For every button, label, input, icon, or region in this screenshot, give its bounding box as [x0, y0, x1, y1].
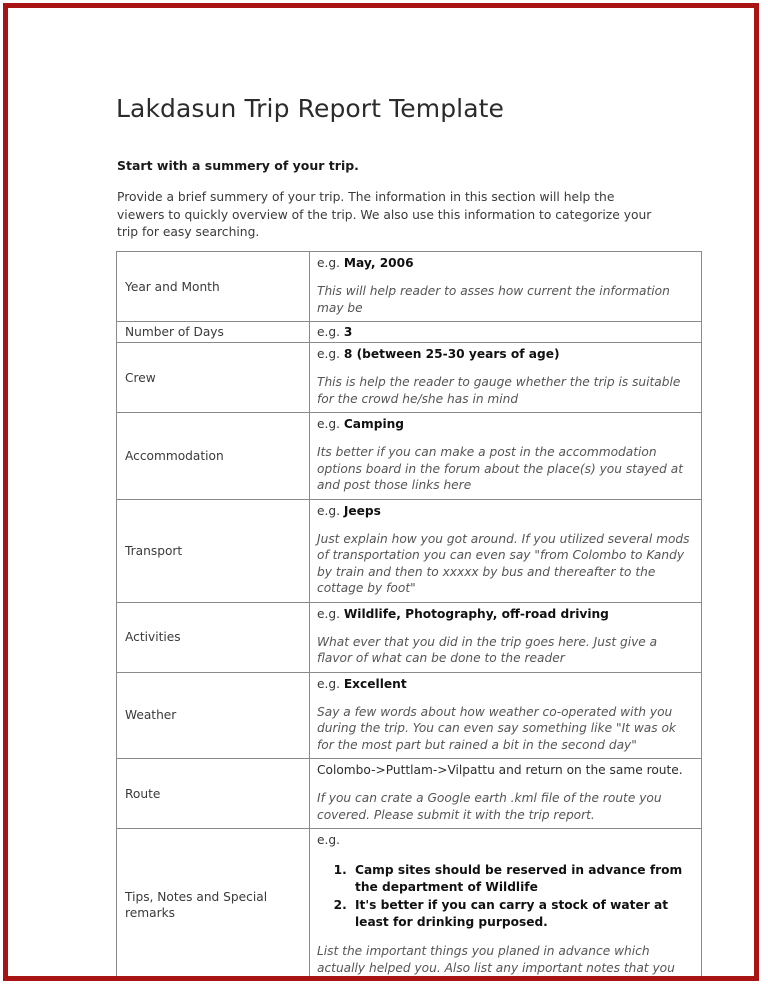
row-note: Just explain how you got around. If you utilized several mods of transportation you can even say "from Colombo to Kandy by train and then to xxxxx by bus and thereafter to the cottage by foot": [317, 531, 690, 595]
example-value: May, 2006: [343, 256, 414, 270]
row-note: What ever that you did in the trip goes here. Just give a flavor of what can be done to the reader: [317, 634, 658, 665]
example-value: Excellent: [343, 676, 407, 691]
row-note: This is help the reader to gauge whether the trip is suitable for the crowd he/she has in mind: [317, 375, 681, 406]
row-note: List the important things you planed in advance which actually helped you. Also list any important notes that you: [317, 944, 675, 975]
row-label-accommodation: Accommodation: [117, 413, 310, 500]
example-value: 8 (between 25-30 years of age): [343, 347, 560, 361]
row-note: Say a few words about how weather co-operated with you during the trip. You can even say something like "It was ok for the most part but rained a bit in the second day": [317, 704, 676, 752]
example-line: [317, 324, 693, 340]
route-value: Colombo->Puttlam->Vilpattu and return on the same route.: [317, 763, 683, 777]
row-label-activities: Activities: [117, 602, 310, 672]
row-label-year-and-month: Year and Month: [117, 252, 310, 322]
example-line: [317, 416, 693, 432]
table-row: [117, 602, 702, 672]
example-prefix: e.g.: [317, 417, 340, 431]
table-row: [117, 672, 702, 759]
example-value: Wildlife, Photography, off-road driving: [343, 606, 609, 621]
example-prefix: e.g.: [317, 325, 340, 339]
row-value-number-of-days: [310, 322, 702, 343]
example-prefix: e.g.: [317, 676, 340, 691]
row-value-route: [310, 759, 702, 829]
row-value-activities: [310, 602, 702, 672]
list-item: 2. It's better if you can carry a stock of water at least for drinking purposed.: [351, 897, 693, 931]
row-value-weather: [310, 672, 702, 759]
example-line: [317, 503, 693, 519]
row-value-crew: [310, 343, 702, 413]
row-label-weather: Weather: [117, 672, 310, 759]
row-label-number-of-days: Number of Days: [117, 322, 310, 343]
row-label-tips-notes: Tips, Notes and Special remarks: [117, 829, 310, 977]
tips-list: [317, 862, 693, 931]
example-prefix: e.g.: [317, 833, 340, 847]
table-row: [117, 322, 702, 343]
row-label-transport: Transport: [117, 499, 310, 602]
trip-report-template-table: [116, 251, 702, 976]
page-border-frame: [3, 3, 759, 981]
page-title: Lakdasun Trip Report Template: [116, 94, 505, 123]
example-line: [317, 676, 693, 692]
row-value-transport: [310, 499, 702, 602]
example-line: [317, 606, 693, 622]
example-value: 3: [343, 325, 353, 339]
row-label-crew: Crew: [117, 343, 310, 413]
example-line: [317, 346, 693, 362]
example-line: [317, 832, 693, 848]
intro-paragraph: Provide a brief summery of your trip. The information in this section will help the viewers to quickly overview of the trip. We also use this information to categorize your trip for easy searching.: [117, 190, 652, 239]
row-note: Its better if you can make a post in the accommodation options board in the forum about the place(s) you stayed at and post those links here: [317, 445, 683, 492]
example-prefix: e.g.: [317, 606, 340, 621]
document-sheet: [8, 8, 754, 976]
row-note: This will help reader to asses how current the information may be: [317, 284, 670, 315]
example-value: Jeeps: [343, 503, 381, 518]
row-value-tips-notes: [310, 829, 702, 977]
table-row: [117, 499, 702, 602]
row-value-accommodation: [310, 413, 702, 500]
section-heading: Start with a summery of your trip.: [117, 158, 359, 173]
list-item: 1. Camp sites should be reserved in advance from the department of Wildlife: [351, 862, 693, 896]
row-label-route: Route: [117, 759, 310, 829]
example-value: Camping: [343, 417, 405, 431]
table-row: [117, 413, 702, 500]
table-row: [117, 759, 702, 829]
row-note: If you can crate a Google earth .kml file of the route you covered. Please submit it with the trip report.: [317, 791, 662, 822]
table-row: [117, 343, 702, 413]
row-value-year-and-month: [310, 252, 702, 322]
table-row: [117, 252, 702, 322]
example-prefix: e.g.: [317, 256, 340, 270]
table-row: [117, 829, 702, 977]
example-prefix: e.g.: [317, 347, 340, 361]
example-line: [317, 255, 693, 271]
example-prefix: e.g.: [317, 503, 340, 518]
